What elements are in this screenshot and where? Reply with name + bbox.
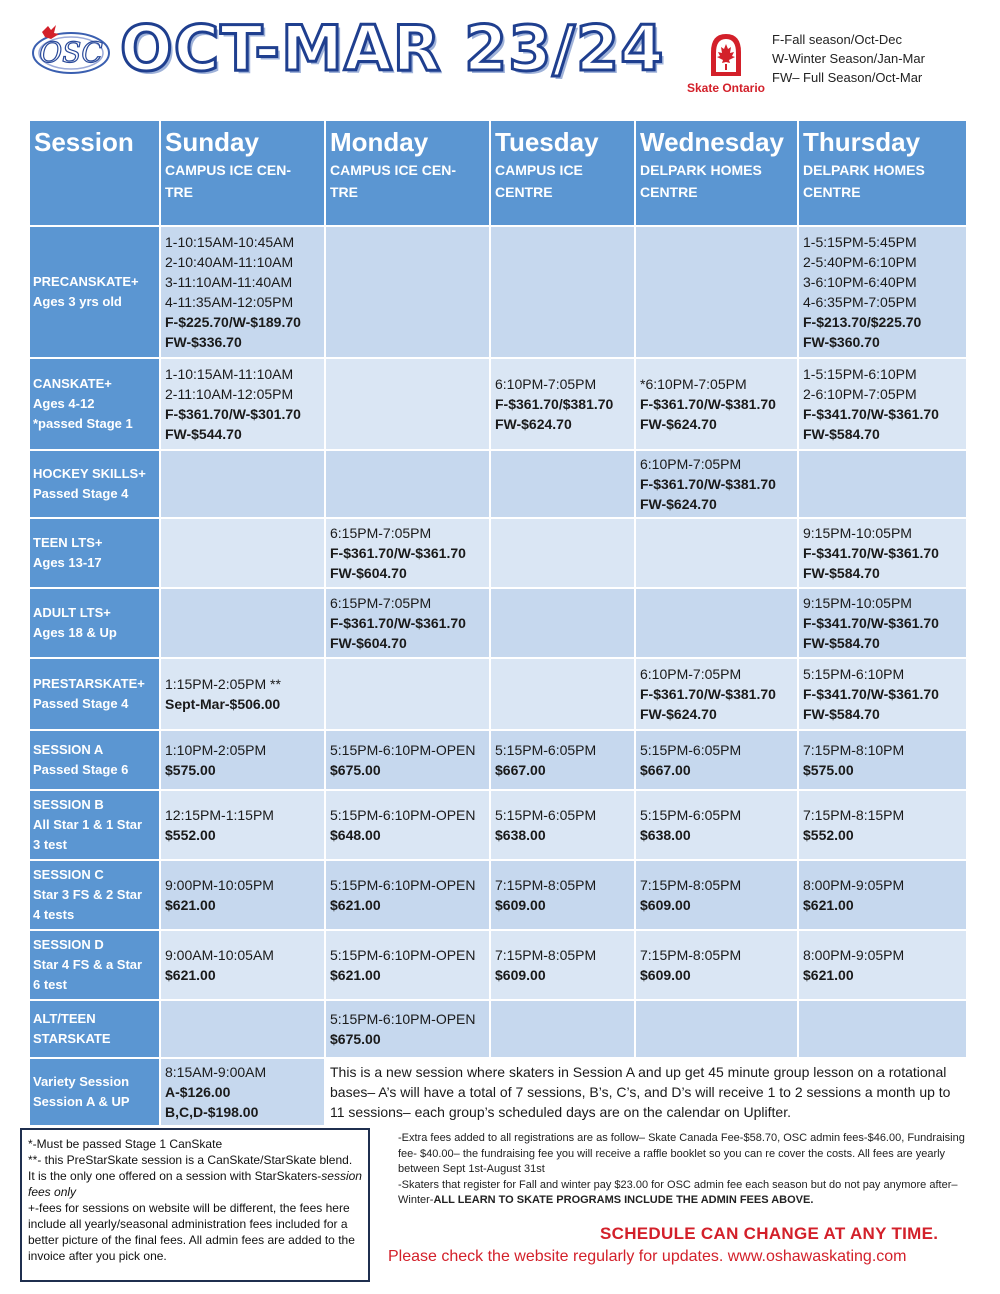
fee-text: F-$361.70/W-$361.70 <box>330 545 466 561</box>
skate-ontario-logo <box>680 30 772 102</box>
session-label-line: CANSKATE+ <box>33 376 112 391</box>
session-label-line: SESSION B <box>33 797 104 812</box>
session-label-line: Ages 13-17 <box>33 555 102 570</box>
location-name-2: TRE <box>330 184 358 200</box>
session-label-cell <box>29 1000 160 1058</box>
extra-fees-line: -Extra fees added to all registrations are as follow– Skate Canada Fee-$58.70, OSC admin fees-$46.00, Fundraising fee- $40.00– the fundraising fee you will receive a raffle booklet so you can re cover the costs. All fees are yearly between Sept 1st-August 31st <box>398 1132 965 1175</box>
notes-box <box>20 1128 370 1282</box>
fee-text: $667.00 <box>495 762 546 778</box>
note-prestarskate <box>28 1152 362 1200</box>
admin-fee-line <box>398 1178 973 1209</box>
variety-body <box>29 1058 967 1126</box>
fee-text: FW-$604.70 <box>330 565 407 581</box>
fee-text: $621.00 <box>330 897 381 913</box>
schedule-cell-wednesday <box>635 790 798 860</box>
fee-text: $675.00 <box>330 762 381 778</box>
session-column-header: Session <box>29 120 160 226</box>
session-label-line: SESSION D <box>33 937 104 952</box>
schedule-cell-tuesday <box>490 790 635 860</box>
session-label-line: Session A & UP <box>33 1094 130 1109</box>
schedule-cell-wednesday <box>635 1000 798 1058</box>
fee-text: $621.00 <box>165 897 216 913</box>
fee-text: $638.00 <box>495 827 546 843</box>
schedule-cell-thursday <box>798 1000 967 1058</box>
day-header-wednesday <box>635 120 798 226</box>
session-label-line: 4 tests <box>33 907 75 922</box>
schedule-cell-tuesday <box>490 588 635 658</box>
time-slot: 5:15PM-6:10PM-OPEN <box>330 807 476 823</box>
time-slot: 8:00PM-9:05PM <box>803 877 905 893</box>
page-title: OCT-MAR 23/24 <box>120 12 665 85</box>
session-label-line: Passed Stage 6 <box>33 762 129 777</box>
time-slot: 1-10:15AM-11:10AM <box>165 366 294 382</box>
schedule-change-warning: SCHEDULE CAN CHANGE AT ANY TIME. <box>600 1224 939 1243</box>
schedule-cell-monday <box>325 1000 490 1058</box>
fee-text: $621.00 <box>330 967 381 983</box>
time-slot: 7:15PM-8:15PM <box>803 807 905 823</box>
fee-text: FW-$584.70 <box>803 706 880 722</box>
table-row <box>29 518 967 588</box>
fee-text: F-$341.70/W-$361.70 <box>803 686 939 702</box>
table-row <box>29 588 967 658</box>
session-label-cell <box>29 588 160 658</box>
schedule-cell-sunday <box>160 1058 325 1126</box>
fee-text: $621.00 <box>803 967 854 983</box>
schedule-cell-tuesday <box>490 1000 635 1058</box>
time-slot: *6:10PM-7:05PM <box>640 376 747 392</box>
schedule-table <box>28 119 968 1127</box>
session-label-line: Ages 4-12 <box>33 396 95 411</box>
location-name-2: CENTRE <box>495 184 553 200</box>
table-row <box>29 790 967 860</box>
location-name: CAMPUS ICE <box>495 162 583 178</box>
session-label-cell <box>29 730 160 790</box>
schedule-cell-tuesday <box>490 730 635 790</box>
time-slot: 5:15PM-6:10PM <box>803 666 905 682</box>
season-legend <box>772 30 925 87</box>
fee-text: F-$361.70/$381.70 <box>495 396 614 412</box>
session-label-cell <box>29 790 160 860</box>
schedule-cell-monday <box>325 518 490 588</box>
fee-text: A-$126.00 <box>165 1084 231 1100</box>
session-label-cell <box>29 860 160 930</box>
schedule-cell-sunday <box>160 1000 325 1058</box>
session-label-cell <box>29 358 160 450</box>
schedule-cell-sunday <box>160 226 325 358</box>
time-slot: 1:15PM-2:05PM ** <box>165 676 281 692</box>
time-slot: 6:10PM-7:05PM <box>640 666 742 682</box>
time-slot: 5:15PM-6:10PM-OPEN <box>330 1011 476 1027</box>
session-label-line: TEEN LTS+ <box>33 535 103 550</box>
osc-logo-text: OSC <box>39 36 103 69</box>
fee-text: F-$341.70/W-$361.70 <box>803 406 939 422</box>
fee-text: FW-$624.70 <box>640 496 717 512</box>
schedule-cell-thursday <box>798 930 967 1000</box>
day-name: Sunday <box>165 127 259 157</box>
fee-text: $575.00 <box>803 762 854 778</box>
time-slot: 2-5:40PM-6:10PM <box>803 254 917 270</box>
time-slot: 6:10PM-7:05PM <box>640 456 742 472</box>
time-slot: 1-5:15PM-5:45PM <box>803 234 917 250</box>
fee-text: $621.00 <box>165 967 216 983</box>
schedule-cell-monday <box>325 860 490 930</box>
schedule-cell-wednesday <box>635 658 798 730</box>
schedule-cell-wednesday <box>635 226 798 358</box>
time-slot: 6:15PM-7:05PM <box>330 525 432 541</box>
table-row <box>29 358 967 450</box>
fee-text: F-$341.70/W-$361.70 <box>803 545 939 561</box>
fee-text: $575.00 <box>165 762 216 778</box>
variety-description: This is a new session where skaters in Session A and up get 45 minute group lesson on a rotational bases– A’s will have a total of 7 sessions, B’s, C’s, and D’s will receive 1 to 2 sessions a month up to 11 sessions– each group’s scheduled days are on the calendar on Uplifter. <box>330 1064 951 1120</box>
fee-text: $609.00 <box>495 897 546 913</box>
header-row <box>29 120 967 226</box>
fee-text: FW-$624.70 <box>640 706 717 722</box>
schedule-cell-thursday <box>798 730 967 790</box>
session-label-line: SESSION C <box>33 867 104 882</box>
session-label-cell <box>29 226 160 358</box>
fee-text: F-$361.70/W-$381.70 <box>640 476 776 492</box>
time-slot: 9:00AM-10:05AM <box>165 947 274 963</box>
admin-fee-bold: ALL LEARN TO SKATE PROGRAMS INCLUDE THE ADMIN FEES ABOVE. <box>433 1194 814 1206</box>
session-label-cell <box>29 1058 160 1126</box>
schedule-cell-tuesday <box>490 518 635 588</box>
maple-leaf-icon <box>703 30 749 80</box>
session-label-line: Ages 3 yrs old <box>33 294 122 309</box>
schedule-cell-monday <box>325 730 490 790</box>
time-slot: 7:15PM-8:10PM <box>803 742 905 758</box>
session-label-cell <box>29 658 160 730</box>
schedule-cell-thursday <box>798 450 967 518</box>
location-name: CAMPUS ICE CEN- <box>330 162 457 178</box>
time-slot: 5:15PM-6:05PM <box>495 742 597 758</box>
time-slot: 5:15PM-6:10PM-OPEN <box>330 947 476 963</box>
fee-text: $675.00 <box>330 1031 381 1047</box>
fee-text: FW-$544.70 <box>165 426 242 442</box>
time-slot: 12:15PM-1:15PM <box>165 807 274 823</box>
schedule-cell-thursday <box>798 588 967 658</box>
time-slot: 9:15PM-10:05PM <box>803 525 912 541</box>
time-slot: 7:15PM-8:05PM <box>495 947 597 963</box>
day-name: Tuesday <box>495 127 599 157</box>
time-slot: 7:15PM-8:05PM <box>640 877 742 893</box>
fee-text: FW-$624.70 <box>495 416 572 432</box>
schedule-cell-monday <box>325 930 490 1000</box>
schedule-cell-wednesday <box>635 588 798 658</box>
schedule-cell-thursday <box>798 658 967 730</box>
time-slot: 2-10:40AM-11:10AM <box>165 254 294 270</box>
schedule-cell-monday <box>325 658 490 730</box>
time-slot: 6:10PM-7:05PM <box>495 376 597 392</box>
session-label-cell <box>29 930 160 1000</box>
session-label-line: ADULT LTS+ <box>33 605 111 620</box>
day-name: Wednesday <box>640 127 785 157</box>
schedule-cell-sunday <box>160 658 325 730</box>
fee-text: F-$361.70/W-$381.70 <box>640 396 776 412</box>
fee-text: $621.00 <box>803 897 854 913</box>
schedule-cell-wednesday <box>635 730 798 790</box>
time-slot: 8:15AM-9:00AM <box>165 1064 267 1080</box>
schedule-cell-tuesday <box>490 860 635 930</box>
schedule-cell-thursday <box>798 226 967 358</box>
day-header-tuesday <box>490 120 635 226</box>
schedule-cell-monday <box>325 358 490 450</box>
session-label-line: Star 4 FS & a Star <box>33 957 143 972</box>
schedule-cell-tuesday <box>490 450 635 518</box>
time-slot: 5:15PM-6:05PM <box>495 807 597 823</box>
session-label-cell <box>29 450 160 518</box>
note-website-fees: +-fees for sessions on website will be different, the fees here include all yearly/seasonal administration fees included for a better picture of the final fees. All admin fees are added to the invoice after you pick one. <box>28 1201 355 1263</box>
session-label-line: PRECANSKATE+ <box>33 274 139 289</box>
fee-text: FW-$604.70 <box>330 635 407 651</box>
location-name: DELPARK HOMES <box>803 162 925 178</box>
note-prestarskate-text: **- this PreStarSkate session is a CanSkate/StarSkate blend. It is the only one offered on a session with StarSkaters- <box>28 1153 353 1183</box>
schedule-cell-wednesday <box>635 518 798 588</box>
fee-text: FW-$336.70 <box>165 334 242 350</box>
fee-text: B,C,D-$198.00 <box>165 1104 259 1120</box>
table-row <box>29 450 967 518</box>
time-slot: 4-11:35AM-12:05PM <box>165 294 294 310</box>
extra-fees-text <box>398 1131 973 1209</box>
fee-text: F-$361.70/W-$381.70 <box>640 686 776 702</box>
schedule-cell-tuesday <box>490 930 635 1000</box>
time-slot: 5:15PM-6:05PM <box>640 807 742 823</box>
schedule-cell-monday <box>325 226 490 358</box>
fee-text: F-$225.70/W-$189.70 <box>165 314 301 330</box>
fee-text: $552.00 <box>165 827 216 843</box>
schedule-cell-tuesday <box>490 358 635 450</box>
fee-text: FW-$584.70 <box>803 635 880 651</box>
fee-text: F-$361.70/W-$301.70 <box>165 406 301 422</box>
website-note: Please check the website regularly for updates. www.oshawaskating.com <box>388 1248 907 1265</box>
time-slot: 5:15PM-6:05PM <box>640 742 742 758</box>
table-row <box>29 860 967 930</box>
legend-full: FW– Full Season/Oct-Mar <box>772 70 923 85</box>
time-slot: 9:15PM-10:05PM <box>803 595 912 611</box>
table-row <box>29 226 967 358</box>
time-slot: 9:00PM-10:05PM <box>165 877 274 893</box>
fee-text: FW-$584.70 <box>803 426 880 442</box>
location-name-2: TRE <box>165 184 193 200</box>
fee-text: F-$361.70/W-$361.70 <box>330 615 466 631</box>
time-slot: 2-11:10AM-12:05PM <box>165 386 294 402</box>
time-slot: 3-6:10PM-6:40PM <box>803 274 917 290</box>
legend-winter: W-Winter Season/Jan-Mar <box>772 51 925 66</box>
fee-text: F-$341.70/W-$361.70 <box>803 615 939 631</box>
schedule-cell-sunday <box>160 450 325 518</box>
time-slot: 6:15PM-7:05PM <box>330 595 432 611</box>
schedule-cell-thursday <box>798 518 967 588</box>
schedule-cell-wednesday <box>635 930 798 1000</box>
session-label-line: Passed Stage 4 <box>33 696 129 711</box>
fee-text: FW-$624.70 <box>640 416 717 432</box>
admin-fee-text: -Skaters that register for Fall and winter pay $23.00 for OSC admin fee each season but do not pay anymore after– Winter- <box>398 1178 958 1206</box>
schedule-cell-sunday <box>160 930 325 1000</box>
time-slot: 1:10PM-2:05PM <box>165 742 267 758</box>
table-row-variety <box>29 1058 967 1126</box>
day-name: Monday <box>330 127 429 157</box>
schedule-cell-wednesday <box>635 450 798 518</box>
day-name: Thursday <box>803 127 921 157</box>
note-prestarskate-italic: session fees only <box>28 1169 362 1199</box>
legend-fall: F-Fall season/Oct-Dec <box>772 32 903 47</box>
session-label-line: All Star 1 & 1 Star <box>33 817 143 832</box>
schedule-cell-sunday <box>160 358 325 450</box>
time-slot: 4-6:35PM-7:05PM <box>803 294 917 310</box>
session-label-line: 3 test <box>33 837 67 852</box>
schedule-cell-sunday <box>160 860 325 930</box>
fee-text: $609.00 <box>640 897 691 913</box>
schedule-cell-wednesday <box>635 358 798 450</box>
fee-text: $648.00 <box>330 827 381 843</box>
schedule-cell-sunday <box>160 730 325 790</box>
schedule-cell-sunday <box>160 588 325 658</box>
table-row <box>29 658 967 730</box>
session-label-line: HOCKEY SKILLS+ <box>33 466 146 481</box>
variety-description-cell <box>325 1058 967 1126</box>
day-header-monday <box>325 120 490 226</box>
time-slot: 1-5:15PM-6:10PM <box>803 366 917 382</box>
fee-text: Sept-Mar-$506.00 <box>165 696 281 712</box>
location-name-2: CENTRE <box>803 184 861 200</box>
time-slot: 2-6:10PM-7:05PM <box>803 386 917 402</box>
session-label-line: Variety Session <box>33 1074 130 1089</box>
fee-text: FW-$360.70 <box>803 334 880 350</box>
table-row <box>29 1000 967 1058</box>
schedule-cell-tuesday <box>490 226 635 358</box>
fee-text: $638.00 <box>640 827 691 843</box>
session-label-line: SESSION A <box>33 742 104 757</box>
schedule-cell-sunday <box>160 790 325 860</box>
time-slot: 1-10:15AM-10:45AM <box>165 234 295 250</box>
schedule-cell-thursday <box>798 790 967 860</box>
day-header-thursday <box>798 120 967 226</box>
schedule-cell-thursday <box>798 358 967 450</box>
schedule-cell-monday <box>325 450 490 518</box>
fee-text: FW-$584.70 <box>803 565 880 581</box>
time-slot: 7:15PM-8:05PM <box>640 947 742 963</box>
schedule-cell-tuesday <box>490 658 635 730</box>
skate-ontario-label: Skate Ontario <box>686 81 766 95</box>
fee-text: $552.00 <box>803 827 854 843</box>
schedule-cell-wednesday <box>635 860 798 930</box>
session-label-line: STARSKATE <box>33 1031 111 1046</box>
session-label-line: Ages 18 & Up <box>33 625 117 640</box>
fee-text: $609.00 <box>640 967 691 983</box>
day-header-sunday <box>160 120 325 226</box>
location-name: DELPARK HOMES <box>640 162 762 178</box>
time-slot: 7:15PM-8:05PM <box>495 877 597 893</box>
fee-text: F-$213.70/$225.70 <box>803 314 922 330</box>
location-name-2: CENTRE <box>640 184 698 200</box>
session-label-line: ALT/TEEN <box>33 1011 96 1026</box>
time-slot: 8:00PM-9:05PM <box>803 947 905 963</box>
session-label-cell <box>29 518 160 588</box>
schedule-cell-monday <box>325 790 490 860</box>
session-label-line: Passed Stage 4 <box>33 486 129 501</box>
schedule-cell-thursday <box>798 860 967 930</box>
time-slot: 3-11:10AM-11:40AM <box>165 274 293 290</box>
fee-text: $609.00 <box>495 967 546 983</box>
schedule-body <box>29 226 967 1058</box>
session-label-line: 6 test <box>33 977 67 992</box>
table-row <box>29 730 967 790</box>
table-row <box>29 930 967 1000</box>
time-slot: 5:15PM-6:10PM-OPEN <box>330 877 476 893</box>
location-name: CAMPUS ICE CEN- <box>165 162 292 178</box>
fee-text: $667.00 <box>640 762 691 778</box>
schedule-cell-monday <box>325 588 490 658</box>
osc-logo <box>28 18 114 78</box>
note-stage1: *-Must be passed Stage 1 CanSkate <box>28 1137 223 1151</box>
time-slot: 5:15PM-6:10PM-OPEN <box>330 742 476 758</box>
schedule-cell-sunday <box>160 518 325 588</box>
session-label-line: *passed Stage 1 <box>33 416 133 431</box>
session-label-line: Star 3 FS & 2 Star <box>33 887 143 902</box>
page-header <box>0 0 1000 112</box>
session-label-line: PRESTARSKATE+ <box>33 676 145 691</box>
